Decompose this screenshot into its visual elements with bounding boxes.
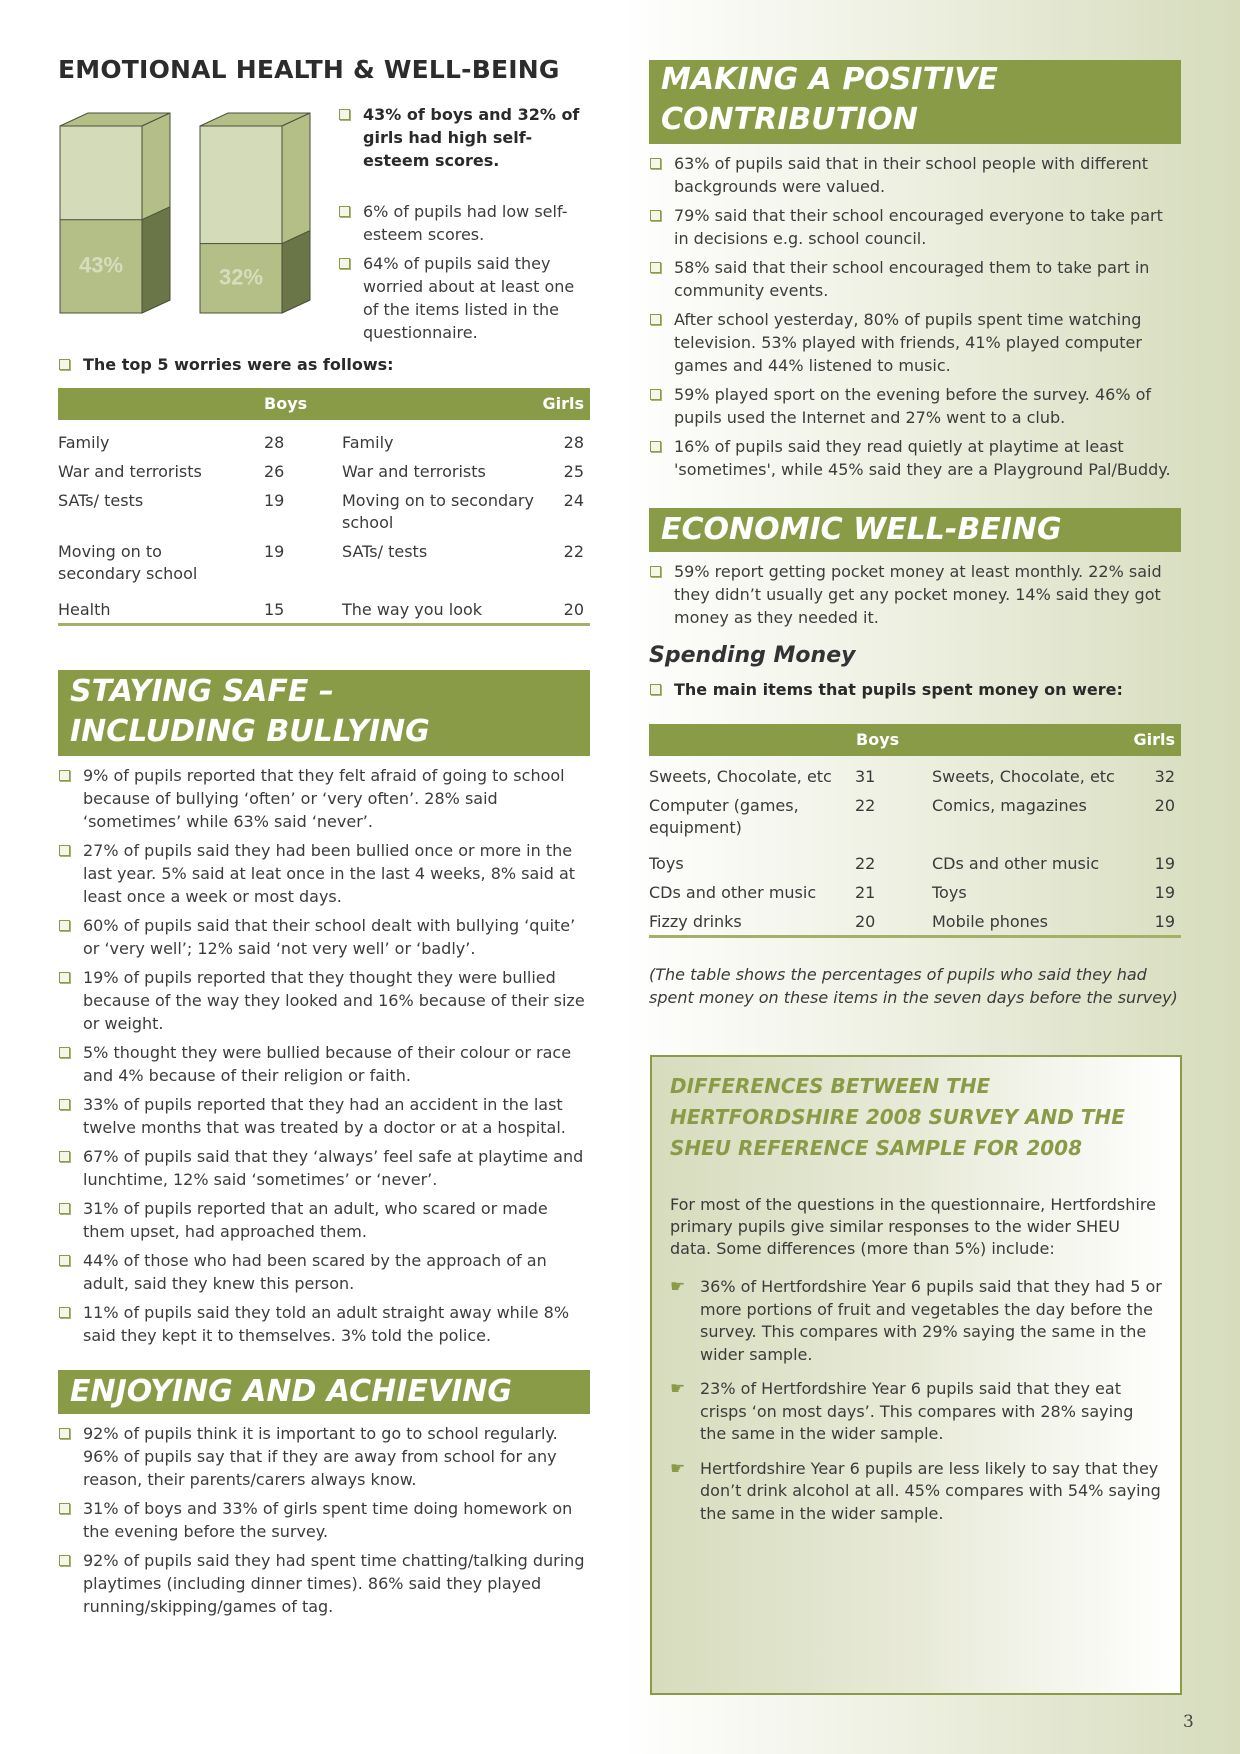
banner-title-line: INCLUDING BULLYING bbox=[70, 714, 430, 749]
cell-girls-value: 20 bbox=[563, 600, 584, 619]
cell-girls-value: 22 bbox=[563, 542, 584, 561]
header-girls: Girls bbox=[542, 394, 584, 413]
cell-girls-value: 19 bbox=[1154, 912, 1175, 931]
cell-girls-item: Comics, magazines bbox=[932, 796, 1087, 815]
pointing-hand-bullet-icon: ☛ bbox=[670, 1458, 686, 1479]
differences-title-line: HERTFORDSHIRE 2008 SURVEY AND THE bbox=[670, 1105, 1125, 1129]
table-row bbox=[58, 490, 590, 541]
cell-boys-value: 21 bbox=[855, 883, 876, 902]
bullet-text: 64% of pupils said they worried about at least one of the items listed in the questionnaire. bbox=[363, 254, 575, 342]
list-item bbox=[58, 839, 590, 908]
bullet-text: Hertfordshire Year 6 pupils are less likely to say that they don’t drink alcohol at all. 45% compares with 54% saying the same in the wider sample. bbox=[700, 1458, 1161, 1523]
emotional-bullets bbox=[338, 103, 588, 350]
checkbox-bullet-icon bbox=[650, 158, 661, 169]
table-row bbox=[649, 795, 1181, 853]
bullet-text: 23% of Hertfordshire Year 6 pupils said that they eat crisps ‘on most days’. This compares with 28% saying the same in the wider sample. bbox=[700, 1379, 1134, 1443]
list-item bbox=[649, 204, 1181, 250]
checkbox-bullet-icon bbox=[339, 109, 350, 120]
cell-boys-item: CDs and other music bbox=[649, 883, 817, 902]
bullet-text: 9% of pupils reported that they felt afraid of going to school because of bullying ‘often’ or ‘very often’. 28% said ‘sometimes’ while 63% said ‘never’. bbox=[83, 766, 565, 831]
checkbox-bullet-icon bbox=[650, 314, 661, 325]
checkbox-bullet-icon bbox=[59, 1047, 70, 1058]
section-title-emotional-health: EMOTIONAL HEALTH & WELL-BEING bbox=[58, 55, 560, 84]
spending-money-title: Spending Money bbox=[649, 643, 856, 668]
bullet-text: 44% of those who had been scared by the approach of an adult, said they knew this person. bbox=[83, 1251, 547, 1293]
bullet-text: 11% of pupils said they told an adult straight away while 8% said they kept it to themselves. 3% told the police. bbox=[83, 1303, 570, 1345]
cell-girls-item: CDs and other music bbox=[932, 854, 1100, 873]
self-esteem-bar-chart bbox=[58, 108, 338, 318]
banner-title-line: STAYING SAFE – bbox=[70, 674, 334, 709]
list-item bbox=[58, 1093, 590, 1139]
bullet-text: The main items that pupils spent money on were: bbox=[674, 680, 1123, 699]
cell-girls-value: 20 bbox=[1154, 796, 1175, 815]
checkbox-bullet-icon bbox=[59, 1099, 70, 1110]
bullet-text: 43% of boys and 32% of girls had high self-esteem scores. bbox=[363, 105, 580, 170]
list-item bbox=[649, 435, 1181, 481]
cell-girls-value: 25 bbox=[563, 462, 584, 481]
list-item bbox=[338, 252, 588, 344]
checkbox-bullet-icon bbox=[59, 1503, 70, 1514]
cell-boys-value: 19 bbox=[264, 542, 285, 561]
list-item bbox=[649, 308, 1181, 377]
checkbox-bullet-icon bbox=[59, 1151, 70, 1162]
cell-boys-value: 19 bbox=[264, 491, 285, 510]
cell-boys-item: War and terrorists bbox=[58, 462, 202, 481]
table-row bbox=[58, 541, 590, 599]
checkbox-bullet-icon bbox=[339, 206, 350, 217]
bullet-text: 59% played sport on the evening before the survey. 46% of pupils used the Internet and 27% went to a club. bbox=[674, 385, 1152, 427]
bullet-text: 5% thought they were bullied because of their colour or race and 4% because of their religion or faith. bbox=[83, 1043, 572, 1085]
checkbox-bullet-icon bbox=[650, 262, 661, 273]
list-item bbox=[338, 103, 588, 172]
cell-girls-item: Family bbox=[342, 433, 394, 452]
cell-girls-value: 28 bbox=[563, 433, 584, 452]
cell-boys-value: 31 bbox=[855, 767, 876, 786]
differences-title-line: DIFFERENCES BETWEEN THE bbox=[670, 1074, 991, 1098]
cell-boys-value: 28 bbox=[264, 433, 285, 452]
worries-table bbox=[58, 388, 590, 626]
checkbox-bullet-icon bbox=[650, 389, 661, 400]
bullet-text: 36% of Hertfordshire Year 6 pupils said that they had 5 or more portions of fruit and vegetables the day before the survey. This compares with 29% saying the same in the wider sample. bbox=[700, 1277, 1162, 1364]
differences-title-line: SHEU REFERENCE SAMPLE FOR 2008 bbox=[670, 1136, 1083, 1160]
differences-title bbox=[670, 1071, 1162, 1164]
bullet-text: 58% said that their school encouraged them to take part in community events. bbox=[674, 258, 1150, 300]
checkbox-bullet-icon bbox=[650, 210, 661, 221]
cell-boys-value: 15 bbox=[264, 600, 285, 619]
checkbox-bullet-icon bbox=[59, 1428, 70, 1439]
checkbox-bullet-icon bbox=[59, 1203, 70, 1214]
cell-boys-value: 22 bbox=[855, 796, 876, 815]
list-item bbox=[58, 764, 590, 833]
table-row bbox=[649, 766, 1181, 795]
list-item bbox=[670, 1458, 1162, 1526]
bullet-text: 27% of pupils said they had been bullied once or more in the last year. 5% said at leat once in the last 4 weeks, 8% said at least once a week or most days. bbox=[83, 841, 576, 906]
bullet-text: 63% of pupils said that in their school people with different backgrounds were valued. bbox=[674, 154, 1149, 196]
bullet-text: 59% report getting pocket money at least monthly. 22% said they didn’t usually get any pocket money. 14% said they got money as they needed it. bbox=[674, 562, 1162, 627]
table-row bbox=[58, 461, 590, 490]
bullet-text: 31% of pupils reported that an adult, who scared or made them upset, had approached them. bbox=[83, 1199, 548, 1241]
cell-boys-item: SATs/ tests bbox=[58, 491, 144, 510]
bullet-text: The top 5 worries were as follows: bbox=[83, 355, 394, 374]
differences-box bbox=[650, 1055, 1182, 1695]
cell-girls-item: The way you look bbox=[342, 600, 483, 619]
bar-fill-side-girls bbox=[282, 231, 310, 313]
cell-boys-item: Moving on to secondary school bbox=[58, 542, 198, 583]
checkbox-bullet-icon bbox=[59, 1555, 70, 1566]
cell-boys-value: 22 bbox=[855, 854, 876, 873]
checkbox-bullet-icon bbox=[650, 684, 661, 695]
cell-girls-value: 19 bbox=[1154, 883, 1175, 902]
list-item bbox=[58, 914, 590, 960]
cell-girls-value: 19 bbox=[1154, 854, 1175, 873]
cell-boys-item: Family bbox=[58, 433, 110, 452]
differences-intro: For most of the questions in the questionnaire, Hertfordshire primary pupils give similar responses to the wider SHEU data. Some differences (more than 5%) include: bbox=[670, 1195, 1156, 1258]
section-banner-staying-safe bbox=[58, 670, 590, 756]
bullet-text: 19% of pupils reported that they thought they were bullied because of the way they looked and 16% because of their size or weight. bbox=[83, 968, 585, 1033]
cell-girls-item: Moving on to secondary school bbox=[342, 491, 534, 532]
checkbox-bullet-icon bbox=[59, 359, 70, 370]
table-bottom-rule bbox=[649, 935, 1181, 938]
list-item bbox=[649, 560, 1181, 629]
table-bottom-rule bbox=[58, 623, 590, 626]
cell-boys-item: Toys bbox=[649, 854, 684, 873]
cell-boys-item: Computer (games, equipment) bbox=[649, 796, 799, 837]
header-boys: Boys bbox=[264, 394, 308, 413]
bullet-text: 33% of pupils reported that they had an accident in the last twelve months that was treated by a doctor or at a hospital. bbox=[83, 1095, 566, 1137]
list-item bbox=[649, 152, 1181, 198]
list-item bbox=[670, 1378, 1162, 1446]
list-item bbox=[670, 1276, 1162, 1366]
banner-title-line: MAKING A POSITIVE bbox=[661, 62, 998, 97]
cell-boys-value: 20 bbox=[855, 912, 876, 931]
cell-girls-item: Toys bbox=[932, 883, 967, 902]
cell-girls-item: Sweets, Chocolate, etc bbox=[932, 767, 1115, 786]
table-row bbox=[58, 432, 590, 461]
section-banner-economic: ECONOMIC WELL-BEING bbox=[649, 508, 1181, 552]
list-item bbox=[58, 966, 590, 1035]
bullet-text: 67% of pupils said that they ‘always’ feel safe at playtime and lunchtime, 12% said ‘sometimes’ or ‘never’. bbox=[83, 1147, 584, 1189]
list-item bbox=[649, 383, 1181, 429]
bullet-text: 92% of pupils said they had spent time chatting/talking during playtimes (including dinner times). 86% said they played running/skipping/games of tag. bbox=[83, 1551, 585, 1616]
worries-intro bbox=[58, 353, 590, 376]
spending-table bbox=[649, 724, 1181, 938]
checkbox-bullet-icon bbox=[59, 770, 70, 781]
bullet-text: After school yesterday, 80% of pupils spent time watching television. 53% played with friends, 41% played computer games and 44% listened to music. bbox=[674, 310, 1142, 375]
cell-girls-item: Mobile phones bbox=[932, 912, 1048, 931]
header-boys: Boys bbox=[856, 730, 900, 749]
table-row bbox=[649, 882, 1181, 911]
table-row bbox=[58, 599, 590, 623]
bullet-text: 60% of pupils said that their school dealt with bullying ‘quite’ or ‘very well’; 12% said ‘not very well’ or ‘badly’. bbox=[83, 916, 576, 958]
cell-boys-item: Fizzy drinks bbox=[649, 912, 742, 931]
list-item bbox=[58, 1197, 590, 1243]
table-header bbox=[58, 388, 590, 420]
cell-boys-item: Health bbox=[58, 600, 111, 619]
bullet-text: 6% of pupils had low self-esteem scores. bbox=[363, 202, 568, 244]
list-item bbox=[58, 1497, 590, 1543]
bullet-text: 79% said that their school encouraged everyone to take part in decisions e.g. school council. bbox=[674, 206, 1163, 248]
checkbox-bullet-icon bbox=[650, 441, 661, 452]
list-item bbox=[58, 1422, 590, 1491]
checkbox-bullet-icon bbox=[59, 845, 70, 856]
checkbox-bullet-icon bbox=[59, 972, 70, 983]
list-item bbox=[58, 1249, 590, 1295]
bullet-text: 92% of pupils think it is important to go to school regularly. 96% of pupils say that if they are away from school for any reason, their parents/carers always know. bbox=[83, 1424, 558, 1489]
banner-title-line: CONTRIBUTION bbox=[661, 102, 918, 137]
checkbox-bullet-icon bbox=[59, 920, 70, 931]
cell-girls-value: 32 bbox=[1154, 767, 1175, 786]
pointing-hand-bullet-icon: ☛ bbox=[670, 1277, 686, 1297]
list-item bbox=[338, 200, 588, 246]
cell-girls-item: War and terrorists bbox=[342, 462, 486, 481]
checkbox-bullet-icon bbox=[59, 1307, 70, 1318]
table-row bbox=[649, 911, 1181, 935]
checkbox-bullet-icon bbox=[339, 258, 350, 269]
bar-fill-side-boys bbox=[142, 207, 170, 313]
page-number: 3 bbox=[1183, 1712, 1194, 1732]
cell-girls-item: SATs/ tests bbox=[342, 542, 428, 561]
checkbox-bullet-icon bbox=[650, 566, 661, 577]
bullet-text: 31% of boys and 33% of girls spent time doing homework on the evening before the survey. bbox=[83, 1499, 573, 1541]
list-item bbox=[58, 1301, 590, 1347]
cell-girls-value: 24 bbox=[563, 491, 584, 510]
bar-data-label: 43% bbox=[78, 252, 124, 278]
header-girls: Girls bbox=[1133, 730, 1175, 749]
list-item bbox=[58, 1145, 590, 1191]
bullet-text: 16% of pupils said they read quietly at playtime at least 'sometimes', while 45% said they are a Playground Pal/Buddy. bbox=[674, 437, 1171, 479]
section-banner-enjoying: ENJOYING AND ACHIEVING bbox=[58, 1370, 590, 1414]
section-banner-positive-contribution bbox=[649, 60, 1181, 144]
pointing-hand-bullet-icon: ☛ bbox=[670, 1379, 686, 1399]
table-row bbox=[649, 853, 1181, 882]
spending-intro bbox=[649, 678, 1181, 701]
list-item bbox=[58, 1041, 590, 1087]
list-item bbox=[649, 256, 1181, 302]
bar-data-label: 32% bbox=[218, 264, 264, 290]
cell-boys-value: 26 bbox=[264, 462, 285, 481]
cell-boys-item: Sweets, Chocolate, etc bbox=[649, 767, 832, 786]
list-item bbox=[58, 1549, 590, 1618]
spending-table-note: (The table shows the percentages of pupils who said they had spent money on these items in the seven days before the survey) bbox=[649, 965, 1178, 1007]
checkbox-bullet-icon bbox=[59, 1255, 70, 1266]
table-header bbox=[649, 724, 1181, 756]
